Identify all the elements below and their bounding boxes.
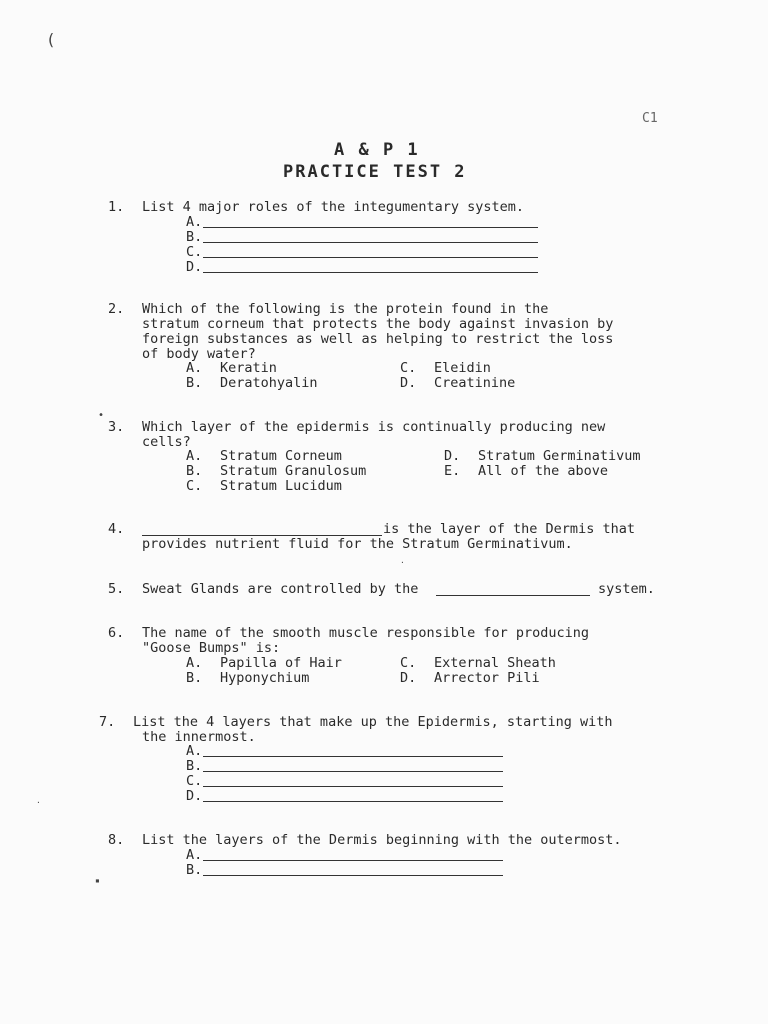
answer-line[interactable] [203,227,538,228]
question-number: 7. [99,714,116,730]
blank-label: B. [186,758,203,774]
option-letter: B. [186,670,203,686]
question-number: 8. [108,832,125,848]
question-number: 3. [108,419,125,435]
question-text: Sweat Glands are controlled by the [142,581,419,597]
option-text[interactable]: Stratum Germinativum [478,448,641,464]
question-text-line: Which layer of the epidermis is continually producing new [142,419,606,435]
stray-speck: · [400,558,405,567]
answer-line[interactable] [203,272,538,273]
title-line-1: A & P 1 [334,140,420,160]
question-text-line: stratum corneum that protects the body against invasion by [142,316,614,332]
option-text[interactable]: Deratohyalin [220,375,318,391]
blank-label: A. [186,214,203,230]
option-text[interactable]: Stratum Granulosum [220,463,367,479]
blank-label: D. [186,259,203,275]
question-text-line: provides nutrient fluid for the Stratum Germinativum. [142,536,573,552]
option-letter: A. [186,655,203,671]
question-text-line: "Goose Bumps" is: [142,640,281,656]
option-letter: D. [444,448,461,464]
answer-line[interactable] [203,771,503,772]
stray-pen-mark: ( [46,30,56,49]
question-number: 4. [108,521,125,537]
answer-line[interactable] [203,801,503,802]
option-letter: B. [186,463,203,479]
option-letter: D. [400,670,417,686]
answer-line[interactable] [203,860,503,861]
answer-line[interactable] [203,875,503,876]
option-text[interactable]: Papilla of Hair [220,655,342,671]
option-text[interactable]: External Sheath [434,655,556,671]
option-letter: A. [186,448,203,464]
option-letter: E. [444,463,461,479]
question-number: 2. [108,301,125,317]
option-text[interactable]: Keratin [220,360,277,376]
fill-in-blank-line[interactable] [436,595,590,596]
question-text-line: The name of the smooth muscle responsible for producing [142,625,590,641]
option-text[interactable]: Creatinine [434,375,516,391]
option-letter: D. [400,375,417,391]
option-letter: C. [186,478,203,494]
answer-line[interactable] [203,786,503,787]
option-text[interactable]: All of the above [478,463,609,479]
question-text-line: the innermost. [142,729,256,745]
blank-label: D. [186,788,203,804]
question-number: 5. [108,581,125,597]
option-letter: B. [186,375,203,391]
option-text[interactable]: Arrector Pili [434,670,540,686]
question-text: List the layers of the Dermis beginning with the outermost. [142,832,622,848]
question-text-line: List the 4 layers that make up the Epidermis, starting with [133,714,613,730]
blank-label: C. [186,773,203,789]
option-letter: C. [400,360,417,376]
option-text[interactable]: Hyponychium [220,670,310,686]
option-letter: C. [400,655,417,671]
blank-label: B. [186,229,203,245]
answer-line[interactable] [203,257,538,258]
answer-line[interactable] [203,756,503,757]
stray-speck: · [36,798,41,807]
question-text: List 4 major roles of the integumentary system. [142,199,525,215]
question-text: system. [598,581,655,597]
page-code: C1 [642,111,658,126]
blank-label: A. [186,847,203,863]
stray-tick-mark: • [98,410,105,421]
question-number: 1. [108,199,125,215]
stray-speck: ▪ [95,876,100,885]
option-text[interactable]: Stratum Lucidum [220,478,342,494]
title-line-2: PRACTICE TEST 2 [283,162,467,182]
blank-label: B. [186,862,203,878]
blank-label: C. [186,244,203,260]
blank-label: A. [186,743,203,759]
answer-line[interactable] [203,242,538,243]
question-text-line: cells? [142,434,191,450]
question-number: 6. [108,625,125,641]
option-text[interactable]: Stratum Corneum [220,448,342,464]
question-text-line: of body water? [142,346,256,362]
option-letter: A. [186,360,203,376]
question-text: is the layer of the Dermis that [383,521,635,537]
question-text-line: foreign substances as well as helping to restrict the loss [142,331,614,347]
question-text-line: Which of the following is the protein found in the [142,301,549,317]
option-text[interactable]: Eleidin [434,360,491,376]
